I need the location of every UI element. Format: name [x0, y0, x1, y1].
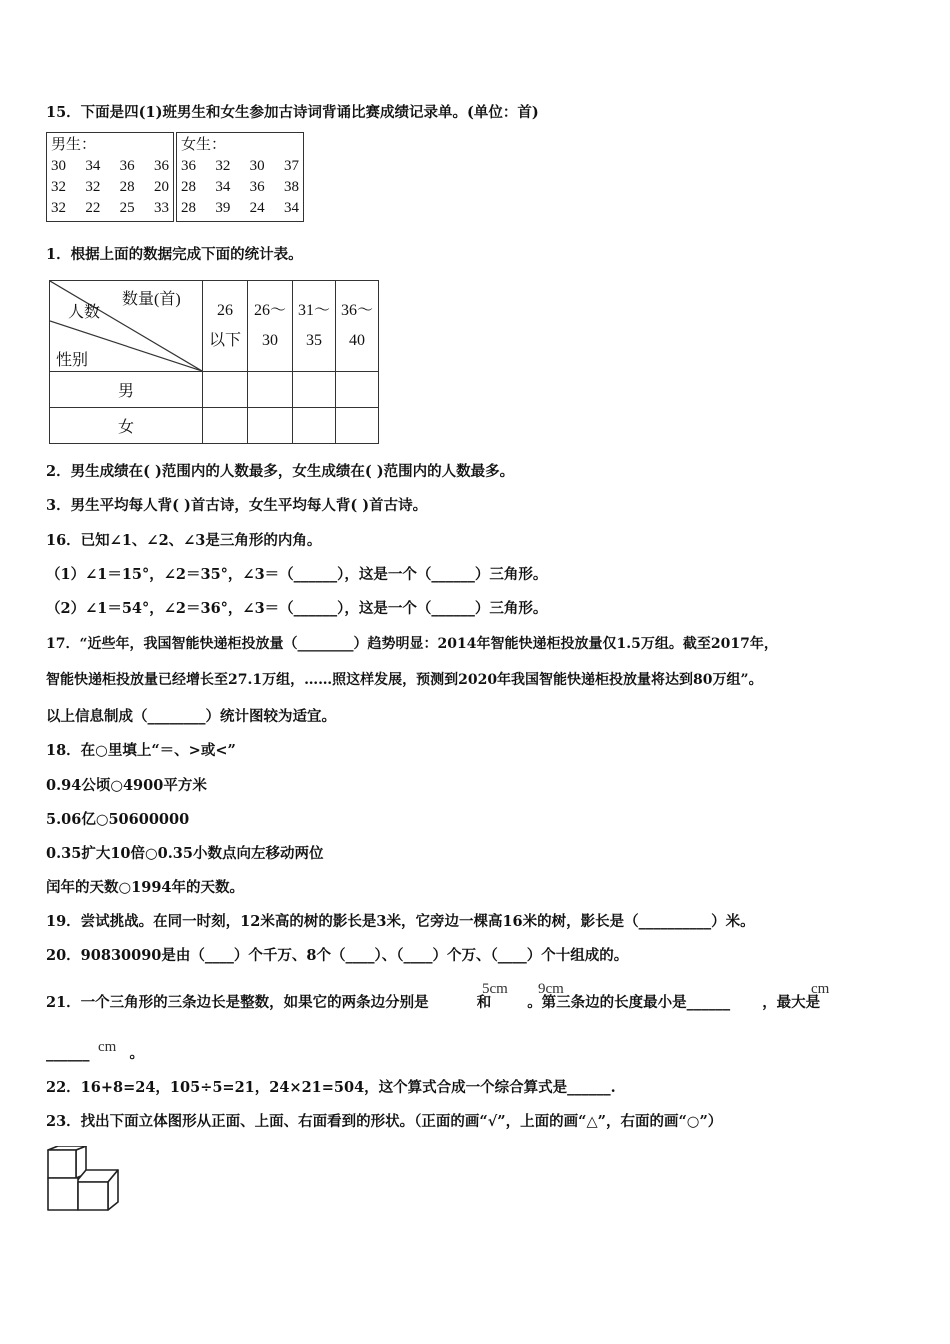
- q16-line1: （1）∠1＝15°，∠2＝35°，∠3＝（______），这是一个（______）三角形。: [46, 566, 548, 583]
- diag-bottom-label: 性别: [56, 352, 89, 369]
- cell: 22: [85, 200, 101, 216]
- answer-cell[interactable]: [203, 372, 248, 408]
- q20: 20．90830090是由（____）个千万、8个（____）、（____）个万、（____）个十组成的。: [46, 947, 629, 964]
- cell: 28: [181, 200, 196, 216]
- q18-item: 0.94公顷○4900平方米: [46, 777, 207, 794]
- cell: 36: [181, 158, 196, 174]
- girls-label: 女生：: [181, 137, 227, 153]
- q18-title: 18．在○里填上“＝、>或<”: [46, 742, 236, 759]
- q18-item: 0.35扩大10倍○0.35小数点向左移动两位: [46, 845, 324, 862]
- cube-stack-figure: [46, 1146, 126, 1214]
- cell: 25: [119, 200, 135, 216]
- q17-line2: 智能快递柜投放量已经增长至27.1万组，……照这样发展，预测到2020年我国智能快递柜投放量将达到80万组”。: [46, 672, 763, 688]
- score-record-table: [46, 132, 304, 222]
- cell: 38: [283, 179, 299, 195]
- cell: 34: [85, 158, 101, 174]
- answer-cell[interactable]: [293, 408, 336, 444]
- cell: 30: [249, 158, 265, 174]
- cell: 36: [153, 158, 169, 174]
- cell: 36: [119, 158, 135, 174]
- cell: 32: [85, 179, 101, 195]
- q17-line1: 17．“近些年，我国智能快递柜投放量（________）趋势明显：2014年智能快递柜投放量仅1.5万组。截至2017年，: [46, 636, 778, 652]
- q16-line2: （2）∠1＝54°，∠2＝36°，∠3＝（______），这是一个（______）三角形。: [46, 600, 548, 617]
- q19: 19．尝试挑战。在同一时刻，12米高的树的影长是3米，它旁边一棵高16米的树，影长是（__________）米。: [46, 913, 755, 930]
- answer-cell[interactable]: [248, 372, 293, 408]
- cell: 20: [153, 179, 169, 195]
- cell: 34: [215, 179, 231, 195]
- q21-line2: ______ 。: [46, 1045, 144, 1062]
- boys-label: 男生：: [51, 137, 97, 153]
- cell: 39: [215, 200, 231, 216]
- col-head: 36～ 40: [336, 281, 379, 372]
- answer-cell[interactable]: [203, 408, 248, 444]
- boys-block: [47, 133, 176, 222]
- q15-sub3: 3．男生平均每人背( )首古诗，女生平均每人背( )首古诗。: [46, 497, 428, 514]
- row-label-boys: 男: [50, 372, 203, 408]
- cell: 36: [249, 179, 265, 195]
- q22: 22．16+8=24，105÷5=21，24×21=504，这个算式合成一个综合算式是______.: [46, 1079, 616, 1096]
- cell: 32: [51, 179, 66, 195]
- q15-sub1: 1．根据上面的数据完成下面的统计表。: [46, 246, 303, 263]
- diag-mid-label: 人数: [68, 304, 101, 321]
- col-head: 26 以下: [203, 281, 248, 372]
- cell: 32: [215, 158, 231, 174]
- q16-title: 16．已知∠1、∠2、∠3是三角形的内角。: [46, 532, 322, 549]
- diag-top-label: 数量(首): [122, 291, 181, 308]
- col-head: 26～ 30: [248, 281, 293, 372]
- q23: 23．找出下面立体图形从正面、上面、右面看到的形状。（正面的画“√”，上面的画“△”，右面的画“○”）: [46, 1113, 723, 1130]
- cell: 24: [249, 200, 265, 216]
- q21-unit-d: cm: [98, 1039, 117, 1055]
- girls-block: [175, 133, 304, 222]
- answer-cell[interactable]: [248, 408, 293, 444]
- q21-line1: 21．一个三角形的三条边长是整数，如果它的两条边分别是 和 。第三条边的长度最小是______ ，最大是: [46, 994, 821, 1011]
- diagonal-header-cell: [50, 281, 203, 372]
- q21-unit-c: cm: [811, 981, 830, 997]
- statistics-table: [49, 280, 379, 444]
- row-label-girls: 女: [50, 408, 203, 444]
- q18-item: 闰年的天数○1994年的天数。: [46, 879, 245, 896]
- answer-cell[interactable]: [336, 408, 379, 444]
- cell: 34: [283, 200, 299, 216]
- q15-sub2: 2．男生成绩在( )范围内的人数最多，女生成绩在( )范围内的人数最多。: [46, 463, 515, 480]
- cell: 37: [283, 158, 299, 174]
- q15-title: 15．下面是四(1)班男生和女生参加古诗词背诵比赛成绩记录单。(单位：首): [46, 104, 539, 121]
- cell: 30: [51, 158, 66, 174]
- col-head: 31～ 35: [293, 281, 336, 372]
- answer-cell[interactable]: [293, 372, 336, 408]
- answer-cell[interactable]: [336, 372, 379, 408]
- cell: 28: [181, 179, 196, 195]
- cell: 28: [119, 179, 135, 195]
- q17-line3: 以上信息制成（________）统计图较为适宜。: [46, 708, 336, 725]
- q18-item: 5.06亿○50600000: [46, 811, 190, 828]
- q21-unit-b: 9cm: [538, 981, 564, 997]
- cell: 33: [153, 200, 169, 216]
- cell: 32: [51, 200, 66, 216]
- q21-unit-a: 5cm: [482, 981, 508, 997]
